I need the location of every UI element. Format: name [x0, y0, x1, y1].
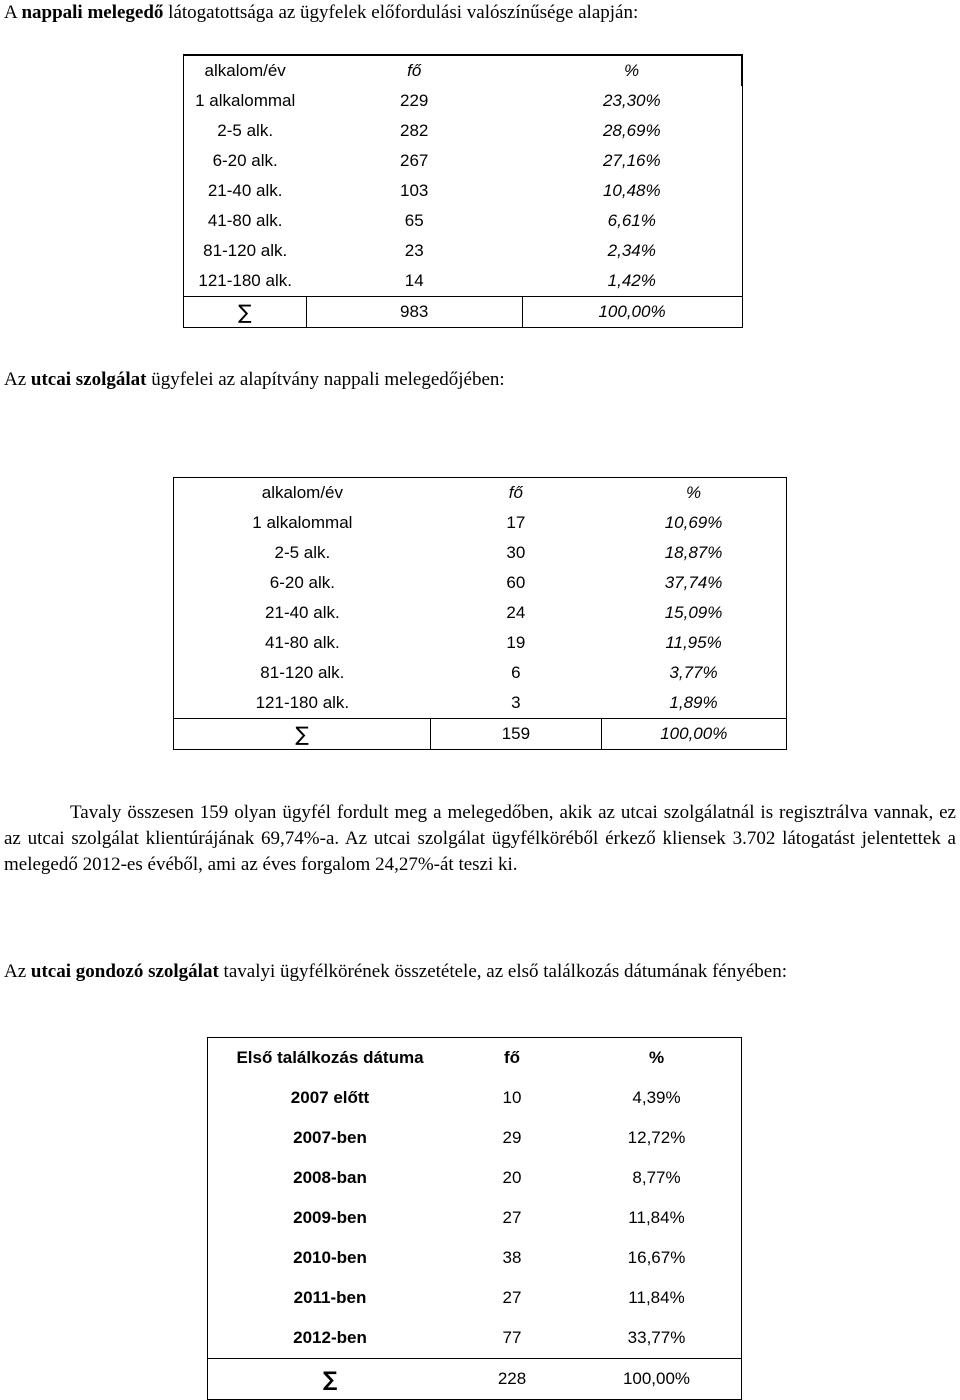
- label-cell: 21-40 alk.: [265, 603, 340, 622]
- table-utcai-clients-visits: [173, 477, 787, 750]
- percent-cell: 10,48%: [602, 181, 661, 200]
- label-cell: 2007 előtt: [290, 1088, 370, 1107]
- table-row: [208, 1158, 742, 1198]
- table-header-row: [174, 478, 787, 509]
- heading-bold: nappali melegedő: [21, 2, 164, 23]
- count-cell: 30: [506, 543, 526, 562]
- label-cell: ∑: [208, 1359, 453, 1400]
- table-header-row: [184, 55, 743, 86]
- label-cell: 21-40 alk.: [207, 181, 283, 200]
- percent-cell: 11,84%: [628, 1288, 685, 1307]
- count-cell: 14: [404, 271, 424, 290]
- count-cell: 19: [506, 633, 526, 652]
- table-row: [174, 508, 787, 538]
- heading-suffix: tavalyi ügyfélkörének összetétele, az első találkozás dátumának fényében:: [218, 961, 787, 982]
- table-row: [174, 598, 787, 628]
- percent-cell: 11,95%: [665, 633, 722, 652]
- section-heading-gondozo: [4, 958, 956, 985]
- table-row: [208, 1118, 742, 1158]
- percent-cell: 28,69%: [602, 121, 661, 140]
- percent-cell: 12,72%: [627, 1128, 686, 1147]
- count-cell: fő: [306, 55, 522, 86]
- count-cell: 60: [506, 573, 526, 592]
- heading-suffix: ügyfelei az alapítvány nappali melegedőjében:: [146, 369, 505, 390]
- label-cell: 1 alkalommal: [195, 91, 296, 110]
- heading-bold: utcai gondozó szolgálat: [30, 961, 219, 982]
- percent-cell: %: [522, 55, 742, 86]
- percent-cell: 6,61%: [607, 211, 656, 230]
- count-cell: 27: [502, 1208, 522, 1227]
- table-nappali-visits: [183, 54, 743, 328]
- table-row: [208, 1238, 742, 1278]
- label-cell: 41-80 alk.: [207, 211, 283, 230]
- table-row: [184, 236, 743, 266]
- count-cell: 20: [502, 1168, 522, 1187]
- percent-cell: 10,69%: [664, 513, 723, 532]
- percent-cell: 3,77%: [669, 663, 718, 682]
- percent-cell: %: [648, 1048, 665, 1067]
- count-cell: 27: [502, 1288, 522, 1307]
- count-cell: fő: [508, 483, 523, 502]
- table-row: [174, 658, 787, 688]
- table-row: [208, 1078, 742, 1118]
- table-row: [174, 568, 787, 598]
- table-first-contact-date: [207, 1037, 742, 1400]
- percent-cell: 33,77%: [627, 1328, 686, 1347]
- label-cell: ∑: [174, 719, 431, 750]
- label-cell: alkalom/év: [261, 483, 343, 502]
- table-row: [174, 688, 787, 719]
- count-cell: 282: [400, 121, 429, 140]
- label-cell: 81-120 alk.: [260, 663, 345, 682]
- heading-prefix: Az: [4, 369, 31, 390]
- label-cell: 2008-ban: [293, 1168, 367, 1187]
- percent-cell: 11,84%: [628, 1208, 685, 1227]
- percent-cell: 100,00%: [601, 719, 786, 750]
- percent-cell: 27,16%: [602, 151, 661, 170]
- table-row: [208, 1278, 742, 1318]
- label-cell: 6-20 alk.: [212, 151, 278, 170]
- table-header-row: [208, 1038, 742, 1079]
- table-row: [174, 538, 787, 568]
- percent-cell: 23,30%: [602, 91, 661, 110]
- label-cell: 121-180 alk.: [255, 693, 350, 712]
- percent-cell: %: [685, 483, 702, 502]
- count-cell: 38: [502, 1248, 522, 1267]
- label-cell: alkalom/év: [184, 55, 307, 86]
- label-cell: 2-5 alk.: [217, 121, 274, 140]
- label-cell: 121-180 alk.: [198, 271, 292, 290]
- count-cell: 23: [404, 241, 424, 260]
- percent-cell: 100,00%: [522, 297, 742, 328]
- count-cell: 6: [511, 663, 521, 682]
- label-cell: 41-80 alk.: [265, 633, 340, 652]
- section-heading-utcai: [4, 369, 954, 391]
- count-cell: 103: [400, 181, 429, 200]
- heading-bold: utcai szolgálat: [30, 369, 147, 390]
- label-cell: 6-20 alk.: [269, 573, 335, 592]
- count-cell: 228: [452, 1359, 572, 1400]
- count-cell: 17: [506, 513, 526, 532]
- table-row: [184, 86, 743, 116]
- label-cell: 2012-ben: [293, 1328, 367, 1347]
- count-cell: 983: [306, 297, 522, 328]
- label-cell: Első találkozás dátuma: [236, 1048, 424, 1067]
- table-sum-row: [208, 1359, 742, 1400]
- percent-cell: 1,89%: [669, 693, 718, 712]
- percent-cell: 100,00%: [572, 1359, 742, 1400]
- percent-cell: 18,87%: [664, 543, 723, 562]
- table-sum-row: [184, 297, 743, 328]
- count-cell: 29: [502, 1128, 522, 1147]
- count-cell: 77: [502, 1328, 522, 1347]
- heading-prefix: Az: [4, 961, 31, 982]
- count-cell: 10: [502, 1088, 522, 1107]
- heading-suffix: látogatottsága az ügyfelek előfordulási valószínűsége alapján:: [163, 2, 639, 23]
- label-cell: 2011-ben: [293, 1288, 367, 1307]
- table-sum-row: [174, 719, 787, 750]
- count-cell: 229: [400, 91, 429, 110]
- count-cell: 24: [506, 603, 526, 622]
- table-row: [184, 116, 743, 146]
- table-row: [208, 1318, 742, 1359]
- table-row: [208, 1198, 742, 1238]
- label-cell: 2009-ben: [293, 1208, 367, 1227]
- table-row: [184, 146, 743, 176]
- heading-prefix: A: [4, 2, 22, 23]
- count-cell: 159: [431, 719, 601, 750]
- label-cell: ∑: [184, 297, 307, 328]
- count-cell: 267: [400, 151, 429, 170]
- label-cell: 2-5 alk.: [274, 543, 331, 562]
- percent-cell: 37,74%: [664, 573, 723, 592]
- label-cell: 81-120 alk.: [203, 241, 288, 260]
- label-cell: 1 alkalommal: [252, 513, 353, 532]
- percent-cell: 15,09%: [664, 603, 723, 622]
- percent-cell: 8,77%: [632, 1168, 681, 1187]
- count-cell: 3: [511, 693, 521, 712]
- percent-cell: 1,42%: [607, 271, 656, 290]
- label-cell: 2007-ben: [293, 1128, 367, 1147]
- count-cell: fő: [503, 1048, 521, 1067]
- percent-cell: 4,39%: [632, 1088, 681, 1107]
- summary-paragraph: Tavaly összesen 159 olyan ügyfél fordult meg a melegedőben, akik az utcai szolgálatnál is regisztrálva vannak, ez az utcai szolgálat klientúrájának 69,74%-a. Az utcai szolgálat ügyfélköréből érkező kliensek 3.702 látogatást jelentettek a melegedő 2012-es évéből, ami az éves forgalom 24,27%-át teszi ki.: [4, 802, 956, 875]
- count-cell: 65: [404, 211, 424, 230]
- section-heading-nappali: [4, 2, 954, 24]
- table-row: [184, 206, 743, 236]
- table-row: [184, 266, 743, 297]
- table-row: [174, 628, 787, 658]
- table-row: [184, 176, 743, 206]
- percent-cell: 2,34%: [607, 241, 656, 260]
- percent-cell: 16,67%: [627, 1248, 686, 1267]
- label-cell: 2010-ben: [293, 1248, 367, 1267]
